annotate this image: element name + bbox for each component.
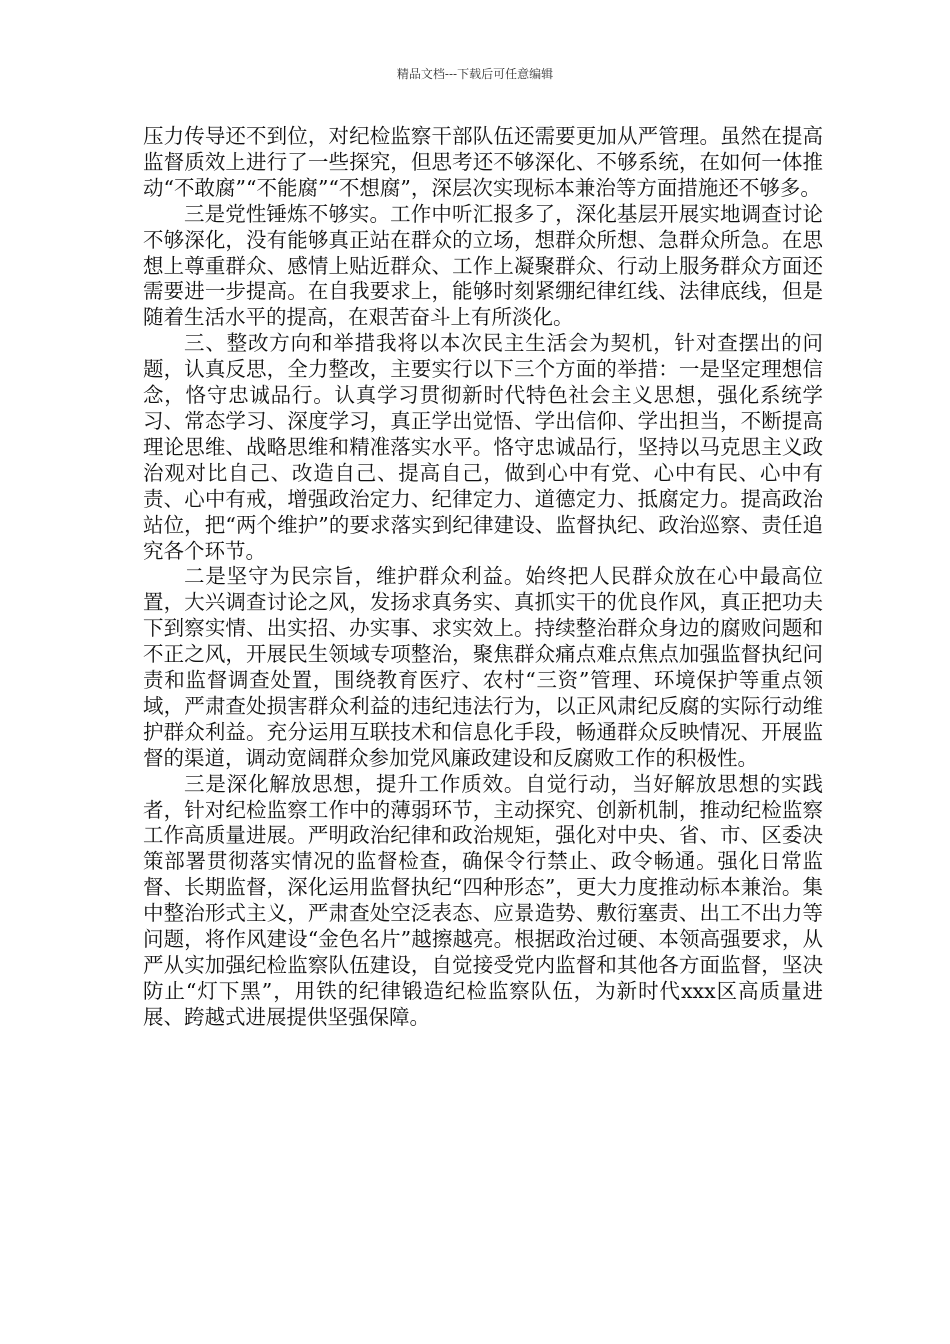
paragraph-party-spirit: 三是党性锤炼不够实。工作中听汇报多了，深化基层开展实地调查讨论不够深化，没有能够真正站在群众的立场，想群众所想、急群众所急。在思想上尊重群众、感情上贴近群众、工作上凝聚群众、行动上服务群众方面还需要进一步提高。在自我要求上，能够时刻紧绷纪律红线、法律底线，但是随着生活水平的提高，在艰苦奋斗上有所淡化。 [143, 201, 823, 330]
page-header: 精品文档---下载后可任意编辑 [396, 67, 554, 81]
paragraph-emancipate-mind: 三是深化解放思想，提升工作质效。自觉行动，当好解放思想的实践者，针对纪检监察工作中的薄弱环节，主动探究、创新机制，推动纪检监察工作高质量进展。严明政治纪律和政治规矩，强化对中央、省、市、区委决策部署贯彻落实情况的监督检查，确保令行禁止、政令畅通。强化日常监督、长期监督，深化运用监督执纪“四种形态”，更大力度推动标本兼治。集中整治形式主义，严肃查处空泛表态、应景造势、敷衍塞责、出工不出力等问题，将作风建设“金色名片”越擦越亮。根据政治过硬、本领高强要求，从严从实加强纪检监察队伍建设，自觉接受党内监督和其他各方面监督，坚决防止“灯下黑”，用铁的纪律锻造纪检监察队伍，为新时代xxx区高质量进展、跨越式进展提供坚强保障。 [143, 771, 823, 1029]
paragraph-continuation: 压力传导还不到位，对纪检监察干部队伍还需要更加从严管理。虽然在提高监督质效上进行了一些探究，但思考还不够深化、不够系统，在如何一体推动“不敢腐”“不能腐”“不想腐”，深层次实现标本兼治等方面措施还不够多。 [143, 124, 823, 200]
document-body [143, 124, 823, 1031]
paragraph-serve-people: 二是坚守为民宗旨，维护群众利益。始终把人民群众放在心中最高位置，大兴调查讨论之风，发扬求真务实、真抓实干的优良作风，真正把功夫下到察实情、出实招、办实事、求实效上。持续整治群众身边的腐败问题和不正之风，开展民生领域专项整治，聚焦群众痛点难点焦点加强监督执纪问责和监督调查处置，围绕教育医疗、农村“三资”管理、环境保护等重点领域，严肃查处损害群众利益的违纪违法行为，以正风肃纪反腐的实际行动维护群众利益。充分运用互联技术和信息化手段，畅通群众反映情况、开展监督的渠道，调动宽阔群众参加党风廉政建设和反腐败工作的积极性。 [143, 564, 823, 770]
paragraph-rectification-direction: 三、整改方向和举措我将以本次民主生活会为契机，针对查摆出的问题，认真反思，全力整改，主要实行以下三个方面的举措：一是坚定理想信念，恪守忠诚品行。认真学习贯彻新时代特色社会主义思想，强化系统学习、常态学习、深度学习，真正学出觉悟、学出信仰、学出担当，不断提高理论思维、战略思维和精准落实水平。恪守忠诚品行，坚持以马克思主义政治观对比自己、改造自己、提高自己，做到心中有党、心中有民、心中有责、心中有戒，增强政治定力、纪律定力、道德定力、抵腐定力。提高政治站位，把“两个维护”的要求落实到纪律建设、监督执纪、政治巡察、责任追究各个环节。 [143, 331, 823, 563]
